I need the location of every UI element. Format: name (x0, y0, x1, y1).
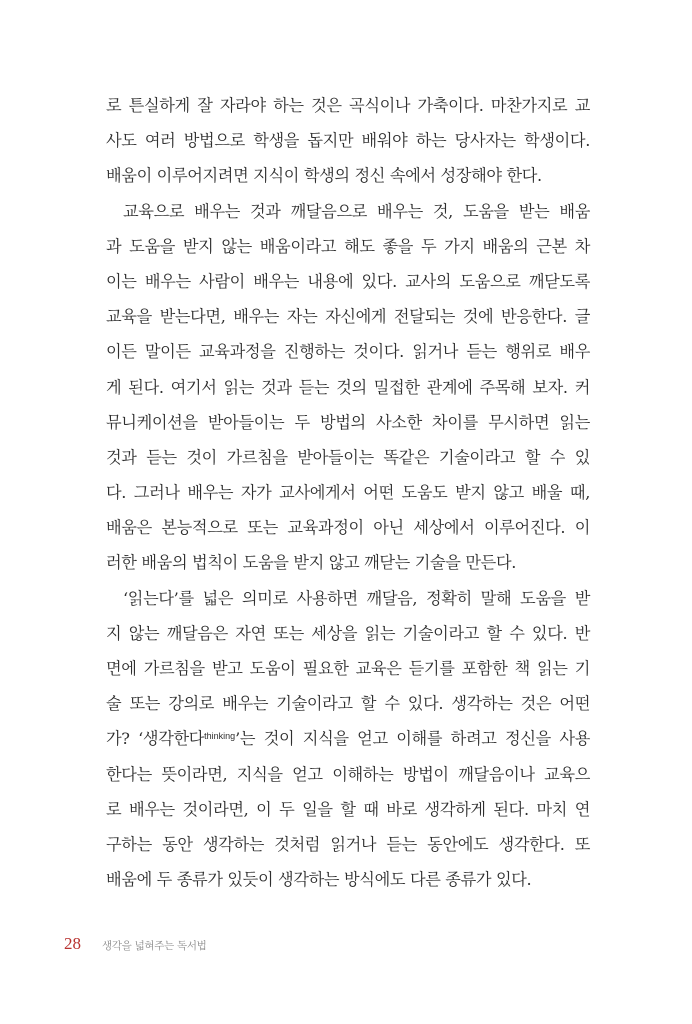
text-line: 뮤니케이션을 받아들이는 두 방법의 사소한 차이를 무시하면 읽는 (106, 412, 590, 432)
running-title: 생각을 넓혀주는 독서법 (102, 940, 207, 952)
paragraph-start-line: 교육으로 배우는 것과 깨달음으로 배우는 것, 도움을 받는 배움 (123, 201, 590, 221)
text-line: 게 된다. 여기서 읽는 것과 듣는 것의 밀접한 관계에 주목해 보자. 커 (106, 377, 590, 397)
text-line: 다. 그러나 배우는 자가 교사에게서 어떤 도움도 받지 않고 배울 때, (106, 483, 590, 503)
text-line: 사도 여러 방법으로 학생을 돕지만 배워야 하는 당사자는 학생이다. (106, 131, 590, 151)
paragraph-start-line: ‘읽는다’를 넓은 의미로 사용하면 깨달음, 정확히 말해 도움을 받 (123, 588, 590, 608)
text-line: 이는 배우는 사람이 배우는 내용에 있다. 교사의 도움으로 깨닫도록 (106, 271, 590, 291)
text-line: 러한 배움의 법칙이 도움을 받지 않고 깨닫는 기술을 만든다. (106, 553, 517, 573)
text-line: 것과 듣는 것이 가르침을 받아들이는 똑같은 기술이라고 할 수 있 (106, 447, 590, 467)
text-line: 과 도움을 받지 않는 배움이라고 해도 좋을 두 가지 배움의 근본 차 (106, 236, 590, 256)
text-line: 배움이 이루어지려면 지식이 학생의 정신 속에서 성장해야 한다. (106, 166, 542, 186)
page-footer (64, 934, 207, 954)
text-line: 술 또는 강의로 배우는 기술이라고 할 수 있다. 생각하는 것은 어떤 (106, 694, 590, 714)
text-line: 배움은 본능적으로 또는 교육과정이 아닌 세상에서 이루어진다. 이 (106, 518, 590, 538)
page-number: 28 (64, 934, 81, 953)
text-line: 교육을 받는다면, 배우는 자는 자신에게 전달되는 것에 반응한다. 글 (106, 307, 590, 327)
text-segment: ’는 것이 지식을 얻고 이해를 하려고 정신을 사용 (235, 729, 590, 749)
text-line: 면에 가르침을 받고 도움이 필요한 교육은 듣기를 포함한 책 읽는 기 (106, 659, 590, 678)
text-line: 로 배우는 것이라면, 이 두 일을 할 때 바로 생각하게 된다. 마치 연 (106, 799, 590, 819)
body-text (106, 88, 590, 897)
superscript-annotation: thinking (204, 731, 236, 742)
text-line: 구하는 동안 생각하는 것처럼 읽거나 듣는 동안에도 생각한다. 또 (106, 834, 590, 854)
text-line: 한다는 뜻이라면, 지식을 얻고 이해하는 방법이 깨달음이나 교육으 (106, 764, 590, 784)
text-line: 이든 말이든 교육과정을 진행하는 것이다. 읽거나 듣는 행위로 배우 (106, 342, 590, 362)
text-line: 지 않는 깨달음은 자연 또는 세상을 읽는 기술이라고 할 수 있다. 반 (106, 623, 590, 643)
text-segment: 가? ‘생각한다 (106, 729, 205, 749)
text-line: 배움에 두 종류가 있듯이 생각하는 방식에도 다른 종류가 있다. (106, 870, 532, 890)
text-line: 로 튼실하게 잘 자라야 하는 것은 곡식이나 가축이다. 마찬가지로 교 (106, 96, 590, 115)
text-line-with-superscript (106, 721, 590, 756)
